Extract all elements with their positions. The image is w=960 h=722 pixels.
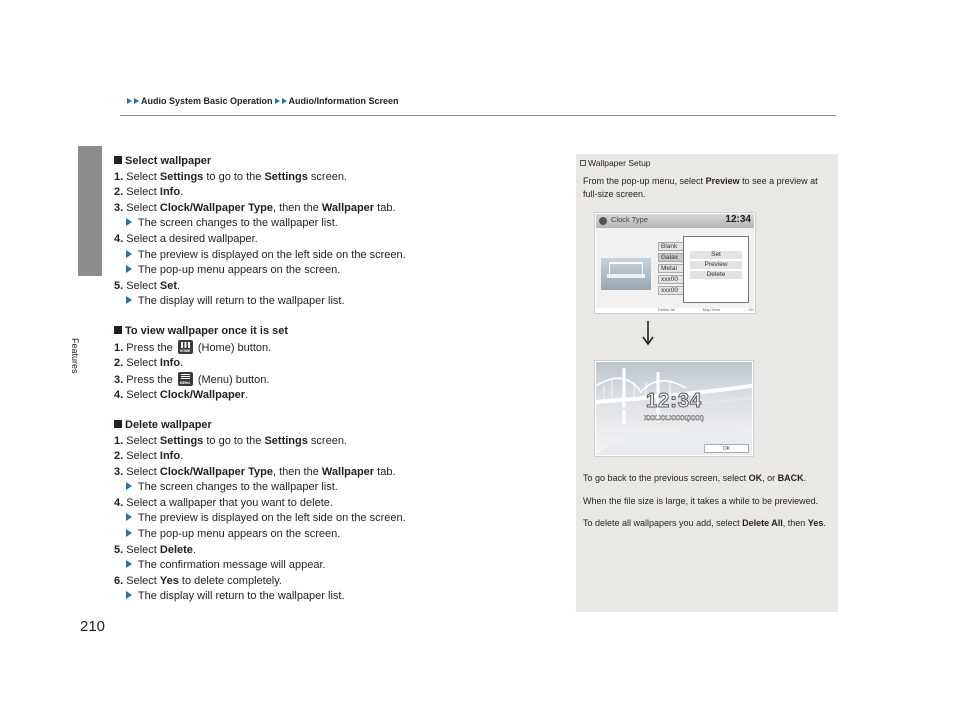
text-run: Select xyxy=(126,450,160,463)
bold-term: Preview xyxy=(705,176,740,186)
text-run: Select xyxy=(126,201,160,214)
bold-term: Settings xyxy=(159,170,204,183)
breadcrumb-arrow-icon xyxy=(275,98,280,104)
bullet-square-icon xyxy=(114,326,122,334)
bold-term: Clock/Wallpaper Type xyxy=(159,465,273,478)
step-number: 1. xyxy=(114,170,124,183)
text-run: The display will return to the wallpaper list. xyxy=(137,295,345,308)
step-number: 3. xyxy=(114,373,124,386)
text-run: , then the xyxy=(272,465,322,478)
text-run: To delete all wallpapers you add, select xyxy=(583,518,743,528)
note-intro xyxy=(583,175,831,200)
section-title-text: Delete wallpaper xyxy=(125,418,212,431)
menu-button-icon: MENU xyxy=(178,372,193,386)
text-run: Select xyxy=(126,357,160,370)
preview-clock: 12:34 xyxy=(646,390,703,412)
text-run: to see a preview at full-size screen. xyxy=(583,176,818,199)
text-run: To go back to the previous screen, select xyxy=(583,473,749,483)
step-number: 4. xyxy=(114,389,124,402)
preview-ok-button: OK xyxy=(704,444,749,453)
result-arrow-icon xyxy=(126,529,132,537)
step-number: 1. xyxy=(114,341,124,354)
wallpaper-list-item: Blank xyxy=(658,242,688,251)
text-run: Select xyxy=(126,279,160,292)
preview-date: XXX.XX.XXXX(XXX) xyxy=(644,415,704,422)
text-run: (Home) button. xyxy=(194,341,272,354)
text-run: Select a wallpaper that you want to delete. xyxy=(126,496,333,509)
step-item xyxy=(114,201,554,217)
bold-term: Wallpaper xyxy=(321,465,375,478)
text-run: Select a desired wallpaper. xyxy=(126,232,258,245)
popup-item: Set xyxy=(690,251,742,259)
step-number: 3. xyxy=(114,465,124,478)
bold-term: Info xyxy=(159,186,181,199)
down-arrow-icon xyxy=(642,320,654,346)
header-divider xyxy=(120,115,836,116)
text-run: , then the xyxy=(272,201,322,214)
wallpaper-preview-screenshot xyxy=(594,360,754,457)
text-run: . xyxy=(245,389,249,402)
result-arrow-icon xyxy=(126,591,132,599)
step-result xyxy=(114,480,554,496)
section-title-text: Select wallpaper xyxy=(125,155,212,167)
step-number: 4. xyxy=(114,496,124,509)
text-run: to go to the xyxy=(203,170,265,183)
popup-menu xyxy=(683,236,749,303)
step-item xyxy=(114,543,554,559)
bold-term: Info xyxy=(159,450,181,463)
bold-term: Set xyxy=(159,279,178,292)
text-run: Press the xyxy=(126,341,176,354)
screen-header-time: 12:34 xyxy=(725,214,751,225)
step-result xyxy=(114,294,554,310)
step-result xyxy=(114,263,554,279)
wallpaper-list-item: xxx00 xyxy=(658,275,688,284)
step-number: 5. xyxy=(114,543,124,556)
screen-footer xyxy=(596,307,754,313)
breadcrumb-arrow-icon xyxy=(134,98,139,104)
text-run: The screen changes to the wallpaper list. xyxy=(137,217,338,230)
text-run: (Menu) button. xyxy=(194,373,270,386)
text-run: . xyxy=(180,186,184,199)
step-number: 2. xyxy=(114,186,124,199)
text-run: . xyxy=(180,450,184,463)
bold-term: Settings xyxy=(159,434,204,447)
home-button-icon: HOME xyxy=(178,340,193,354)
text-run: tab. xyxy=(374,465,396,478)
result-arrow-icon xyxy=(126,482,132,490)
step-number: 2. xyxy=(114,450,124,463)
wallpaper-preview-thumb xyxy=(601,258,651,290)
wallpaper-list-item: Galax xyxy=(658,253,688,262)
text-run: to delete completely. xyxy=(178,574,282,587)
result-arrow-icon xyxy=(126,296,132,304)
bold-term: BACK xyxy=(777,473,804,483)
step-item xyxy=(114,434,554,450)
step-number: 5. xyxy=(114,279,124,292)
text-run: When the file size is large, it takes a while to be previewed. xyxy=(583,495,819,506)
step-number: 3. xyxy=(114,201,124,214)
step-item xyxy=(114,232,554,248)
step-item xyxy=(114,185,554,201)
text-run: screen. xyxy=(307,434,347,447)
bold-term: Yes xyxy=(159,574,179,587)
breadcrumb-item: Audio/Information Screen xyxy=(288,96,399,106)
bold-term: Delete xyxy=(159,543,193,556)
section-title-text: To view wallpaper once it is set xyxy=(125,324,289,337)
screen-header-title: Clock Type xyxy=(611,215,648,224)
breadcrumb-arrow-icon xyxy=(127,98,132,104)
text-run: The preview is displayed on the left side on the screen. xyxy=(137,512,406,525)
back-icon xyxy=(599,217,607,225)
step-result xyxy=(114,558,554,574)
text-run: screen. xyxy=(307,170,347,183)
section-title xyxy=(114,154,554,170)
breadcrumb-item: Audio System Basic Operation xyxy=(141,96,273,106)
step-result xyxy=(114,527,554,543)
text-run: The screen changes to the wallpaper list. xyxy=(137,481,338,494)
step-result xyxy=(114,248,554,264)
text-run: Select xyxy=(126,434,160,447)
footer-button: Map Here xyxy=(702,307,721,312)
wallpaper-image xyxy=(596,362,752,455)
text-run: tab. xyxy=(374,201,396,214)
bold-term: Clock/Wallpaper Type xyxy=(159,201,273,214)
text-run: , or xyxy=(762,473,778,483)
footer-button: Delete All xyxy=(658,307,675,312)
section-label: Features xyxy=(70,338,80,374)
step-item xyxy=(114,574,554,590)
text-run: The pop-up menu appears on the screen. xyxy=(137,264,341,277)
step-item xyxy=(114,340,554,357)
step-number: 6. xyxy=(114,574,124,587)
screen-header-bar xyxy=(596,214,754,228)
page-number: 210 xyxy=(80,618,106,635)
text-run: . xyxy=(177,279,181,292)
popup-item: Preview xyxy=(690,261,742,269)
wallpaper-list-item: Metal xyxy=(658,264,688,273)
text-run: . xyxy=(192,543,196,556)
note-paragraph xyxy=(583,472,831,485)
text-run: The pop-up menu appears on the screen. xyxy=(137,528,341,541)
step-result xyxy=(114,589,554,605)
result-arrow-icon xyxy=(126,560,132,568)
note-panel xyxy=(576,154,838,612)
breadcrumb-arrow-icon xyxy=(282,98,287,104)
bold-term: Settings xyxy=(264,434,308,447)
bullet-square-icon xyxy=(114,420,122,428)
bold-term: Info xyxy=(159,357,181,370)
result-arrow-icon xyxy=(126,513,132,521)
text-run: . xyxy=(823,518,826,528)
text-run: Select xyxy=(126,170,160,183)
result-arrow-icon xyxy=(126,265,132,273)
text-run: Select xyxy=(126,186,160,199)
text-run: The confirmation message will appear. xyxy=(137,559,326,572)
step-item xyxy=(114,449,554,465)
instructions xyxy=(114,154,554,605)
section-tab xyxy=(78,146,102,276)
breadcrumb xyxy=(127,96,401,106)
step-number: 1. xyxy=(114,434,124,447)
text-run: . xyxy=(180,357,184,370)
step-item xyxy=(114,465,554,481)
popup-item: Delete xyxy=(690,271,742,279)
step-item xyxy=(114,496,554,512)
step-number: 4. xyxy=(114,232,124,245)
note-paragraph xyxy=(583,495,831,508)
note-icon xyxy=(580,160,586,166)
text-run: , then xyxy=(782,518,808,528)
clock-type-screenshot xyxy=(594,212,756,314)
bold-term: Wallpaper xyxy=(321,201,375,214)
bold-term: Delete All xyxy=(742,518,783,528)
text-run: Select xyxy=(126,389,160,402)
note-paragraphs xyxy=(583,472,831,540)
step-result xyxy=(114,216,554,232)
text-run: The preview is displayed on the left side on the screen. xyxy=(137,248,406,261)
screen-body xyxy=(596,228,754,308)
text-run: Select xyxy=(126,574,160,587)
note-title: Wallpaper Setup xyxy=(588,158,651,168)
step-item xyxy=(114,356,554,372)
step-item xyxy=(114,388,554,404)
bold-term: Settings xyxy=(264,170,308,183)
step-number: 2. xyxy=(114,357,124,370)
note-paragraph xyxy=(583,517,831,530)
text-run: Press the xyxy=(126,373,176,386)
bold-term: Yes xyxy=(807,518,824,528)
text-run: Select xyxy=(126,465,160,478)
text-run: The display will return to the wallpaper list. xyxy=(137,590,345,603)
text-run: to go to the xyxy=(203,434,265,447)
note-heading xyxy=(580,158,651,168)
text-run: From the pop-up menu, select xyxy=(583,176,706,186)
text-run: . xyxy=(803,473,807,483)
section-title xyxy=(114,324,554,340)
text-run: Select xyxy=(126,543,160,556)
step-item xyxy=(114,170,554,186)
bullet-square-icon xyxy=(114,156,122,164)
result-arrow-icon xyxy=(126,250,132,258)
section-title xyxy=(114,418,554,434)
step-item xyxy=(114,279,554,295)
result-arrow-icon xyxy=(126,218,132,226)
step-item xyxy=(114,372,554,389)
step-result xyxy=(114,511,554,527)
bold-term: OK xyxy=(748,473,763,483)
bold-term: Clock/Wallpaper xyxy=(159,389,246,402)
wallpaper-list-item: xxx00 xyxy=(658,286,688,295)
footer-button: OK xyxy=(748,307,754,312)
